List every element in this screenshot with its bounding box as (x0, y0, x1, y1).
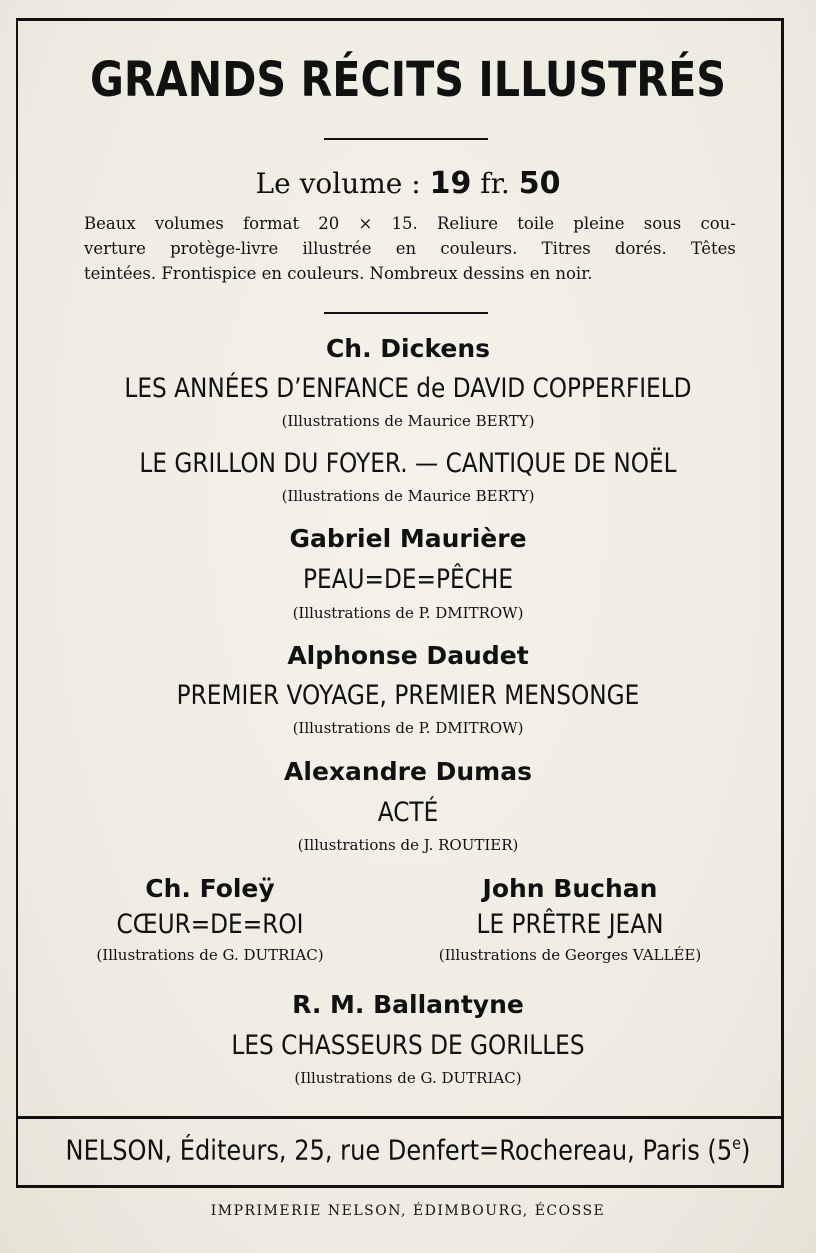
illustrator-pretre-jean: (Illustrations de Georges VALLÉE) (438, 946, 702, 964)
book-title-pretre-jean: LE PRÊTRE JEAN (476, 909, 664, 940)
publisher-close: ) (741, 1133, 751, 1167)
book-title-chasseurs-de-gorilles: LES CHASSEURS DE GORILLES (231, 1030, 585, 1061)
publisher-text: NELSON, Éditeurs, 25, rue Denfert=Rochereau, Paris (5 (65, 1133, 733, 1167)
page-title: GRANDS RÉCITS ILLUSTRÉS (89, 52, 727, 108)
price-value: 19 (429, 166, 472, 201)
author-daudet: Alphonse Daudet (287, 641, 529, 670)
middle-divider (324, 312, 488, 314)
publisher-line (57, 1133, 759, 1166)
book-title-acte: ACTÉ (377, 797, 439, 828)
illustrator-coeur-de-roi: (Illustrations de G. DUTRIAC) (96, 946, 324, 964)
author-ballantyne: R. M. Ballantyne (292, 990, 524, 1019)
printer-imprint: IMPRIMERIE NELSON, ÉDIMBOURG, ÉCOSSE (210, 1203, 606, 1219)
description-line: verture protège-livre illustrée en couleurs. Titres dorés. Têtes (84, 239, 736, 259)
illustrator-peau-de-peche: (Illustrations de P. DMITROW) (292, 604, 524, 622)
price-prefix: Le volume : (255, 167, 421, 200)
catalog-left-column (60, 874, 360, 964)
description-line: Beaux volumes format 20 × 15. Reliure toile pleine sous cou- (84, 214, 736, 234)
top-divider (324, 138, 488, 140)
illustrator-copperfield: (Illustrations de Maurice BERTY) (281, 412, 535, 430)
book-title-coeur-de-roi: CŒUR=DE=ROI (116, 909, 304, 940)
price-line (0, 166, 816, 201)
illustrator-acte: (Illustrations de J. ROUTIER) (297, 836, 519, 854)
catalog-right-column (400, 874, 740, 964)
publisher-superscript: e (732, 1133, 742, 1153)
book-title-copperfield: LES ANNÉES D’ENFANCE de DAVID COPPERFIELD (124, 373, 692, 404)
author-foley: Ch. Foleÿ (145, 874, 275, 903)
book-title-peau-de-peche: PEAU=DE=PÊCHE (302, 564, 514, 595)
illustrator-grillon: (Illustrations de Maurice BERTY) (281, 487, 535, 505)
book-title-grillon: LE GRILLON DU FOYER. — CANTIQUE DE NOËL (139, 448, 677, 479)
author-dickens: Ch. Dickens (325, 334, 491, 363)
author-buchan: John Buchan (482, 874, 658, 903)
price-unit: fr. (480, 167, 510, 200)
price-cents: 50 (518, 166, 561, 201)
book-title-premier-voyage: PREMIER VOYAGE, PREMIER MENSONGE (176, 680, 640, 711)
description (84, 212, 736, 287)
illustrator-chasseurs-de-gorilles: (Illustrations de G. DUTRIAC) (294, 1069, 522, 1087)
author-dumas: Alexandre Dumas (284, 757, 532, 786)
description-line: teintées. Frontispice en couleurs. Nombreux dessins en noir. (84, 264, 593, 284)
illustrator-premier-voyage: (Illustrations de P. DMITROW) (292, 719, 524, 737)
author-mauriere: Gabriel Maurière (289, 524, 527, 553)
